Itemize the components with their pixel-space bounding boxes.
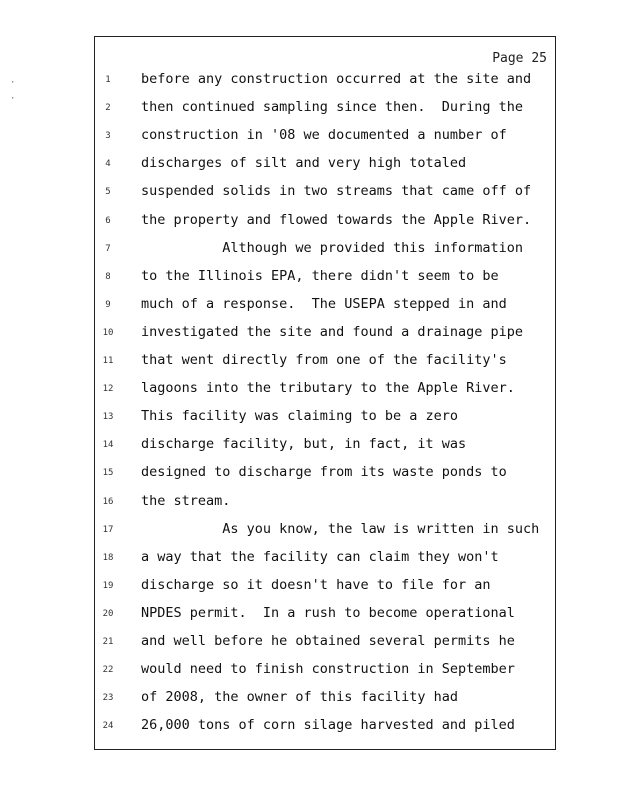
line-text: Although we provided this information [141,239,524,256]
line-text: then continued sampling since then. During the [141,99,524,116]
transcript-line [95,575,557,595]
line-number: 6 [105,215,111,226]
line-text: As you know, the law is written in such [141,520,540,537]
line-number: 17 [102,524,114,535]
transcript-line [95,181,557,201]
line-number: 4 [105,159,111,170]
line-number: 24 [102,721,114,732]
line-number: 14 [102,440,114,451]
transcript-page [94,36,556,750]
line-number: 19 [102,580,114,591]
left-margin-marks [10,78,16,104]
transcript-line [95,350,557,370]
line-number: 11 [102,356,114,366]
transcript-line [95,294,557,314]
line-text: a way that the facility can claim they won't [141,548,499,565]
line-text: NPDES permit. In a rush to become operational [141,604,515,621]
transcript-line [95,462,557,482]
line-text: to the Illinois EPA, there didn't seem to be [141,267,499,284]
line-text: and well before he obtained several permits he [141,633,515,649]
transcript-line [95,491,557,511]
transcript-line [95,631,557,651]
line-text: suspended solids in two streams that came off of [141,183,532,200]
transcript-line [95,406,557,426]
transcript-line [95,434,557,454]
line-number: 3 [105,131,111,142]
line-number: 7 [105,243,111,254]
transcript-line [95,659,557,679]
line-number: 5 [105,187,111,198]
line-text: construction in '08 we documented a number of [141,127,507,144]
line-number: 15 [102,468,114,479]
margin-mark: · [10,94,16,104]
line-number: 12 [102,384,114,395]
line-number: 20 [102,608,114,619]
transcript-line [95,125,557,145]
line-number: 23 [102,693,114,704]
transcript-line [95,519,557,539]
transcript-line [95,238,557,258]
transcript-line [95,687,557,707]
transcript-line [95,266,557,286]
transcript-line [95,322,557,342]
transcript-line [95,378,557,398]
line-text: much of a response. The USEPA stepped in and [141,295,507,312]
line-text: discharge so it doesn't have to file for an [141,576,491,593]
transcript-line [95,97,557,117]
line-text: lagoons into the tributary to the Apple River. [141,380,515,397]
line-text: that went directly from one of the facility's [141,352,507,368]
line-number: 10 [102,327,114,338]
line-text: discharges of silt and very high totaled [141,155,467,172]
line-number: 13 [102,412,114,423]
line-text: 26,000 tons of corn silage harvested and piled [141,717,515,734]
line-number: 21 [102,637,114,647]
line-text: of 2008, the owner of this facility had [141,689,458,706]
margin-mark: · [10,78,16,88]
line-text: would need to finish construction in September [141,661,515,678]
line-number: 1 [105,75,111,85]
transcript-line [95,603,557,623]
line-text: the property and flowed towards the Apple River. [141,211,532,228]
transcript-line [95,547,557,567]
line-text: designed to discharge from its waste ponds to [141,464,507,481]
page-number: Page 25 [492,51,547,66]
transcript-line [95,153,557,173]
transcript-line [95,69,557,89]
line-text: discharge facility, but, in fact, it was [141,436,467,453]
line-text: This facility was claiming to be a zero [141,408,458,425]
line-number: 8 [105,271,111,282]
line-number: 16 [102,496,114,507]
line-number: 18 [102,552,114,563]
line-text: the stream. [141,492,231,509]
line-text: investigated the site and found a drainage pipe [141,323,524,340]
line-number: 2 [105,103,111,114]
transcript-line [95,210,557,230]
transcript-line [95,715,557,735]
line-text: before any construction occurred at the site and [141,71,532,87]
line-number: 9 [105,299,111,310]
line-number: 22 [102,665,114,676]
